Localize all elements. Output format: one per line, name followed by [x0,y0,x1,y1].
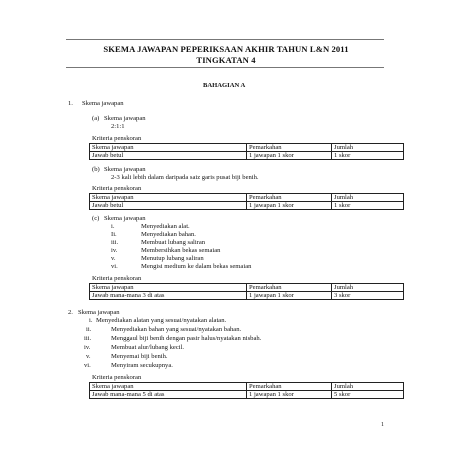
q1b-table-caption: Kriteria penskoran [92,185,142,192]
table-header-cell: Pemarkahan [247,194,332,202]
table-header-cell: Jumlah [332,144,404,152]
table-row [90,292,404,300]
q2-item-num: iii. [84,335,92,342]
table-header-cell: Pemarkahan [247,383,332,391]
table-row [90,391,404,399]
section-label: BAHAGIAN A [203,82,246,89]
q1c-item-text: Menyediakan bahan. [141,231,196,238]
table-cell: 3 skor [332,292,404,300]
q2-number: 2. [68,309,73,316]
q1a-table-caption: Kriteria penskoran [92,135,142,142]
header-rule-top [66,39,384,40]
q2-item-text: Menyemai biji benih. [111,353,168,360]
q1c-heading: Skema jawapan [104,215,146,222]
q1a-label: (a) [92,115,100,122]
q1b-label: (b) [92,166,100,173]
q2-item-num: iv. [84,344,91,351]
q1c-item-text: Menutup lubang saliran [141,255,204,262]
q1b-answer: 2-3 kali lebih dalam daripada saiz garis pusat biji benih. [111,174,259,181]
q1c-label: (c) [92,215,100,222]
table-header-row [90,194,404,202]
table-cell: 1 jawapan 1 skor [247,202,332,210]
table-cell: 1 skor [332,152,404,160]
q1c-item-num: i. [111,223,115,230]
q1c-item-text: Mengisi medium ke dalam bekas semaian [141,263,252,270]
q1a-answer: 2:1:1 [111,123,125,130]
q1c-item-text: Membersihkan bekas semaian [141,247,221,254]
q1a-heading: Skema jawapan [104,115,146,122]
q1c-item-num: v. [111,255,116,262]
table-cell: Jawab mana-mana 3 di atas [90,292,247,300]
q1-number: 1. [68,100,73,107]
q1c-table-caption: Kriteria penskoran [92,275,142,282]
header-rule-bottom [66,67,384,68]
table-header-cell: Jumlah [332,194,404,202]
q1c-item-num: iii. [111,239,119,246]
table-cell: Jawab betul [90,152,247,160]
q2-item-text: Menyediakan alatan yang sesuai/nyatakan alatan. [96,317,227,324]
table-cell: 1 skor [332,202,404,210]
q2-scoring-table [89,382,404,399]
table-row [90,152,404,160]
q2-item-text: Membuat alur/lubang kecil. [111,344,185,351]
q1-heading: Skema jawapan [82,100,124,107]
document-subtitle: TINGKATAN 4 [196,55,256,65]
q2-item-text: Menyediakan bahan yang sesuai/nyatakan bahan. [111,326,242,333]
table-header-cell: Skema jawapan [90,383,247,391]
q1c-scoring-table [89,283,404,300]
document-title: SKEMA JAWAPAN PEPERIKSAAN AKHIR TAHUN L&N 2011 [103,44,349,54]
q2-item-num: v. [86,353,91,360]
q1c-item-num: vi. [111,263,118,270]
q1c-item-text: Membuat lubang saliran [141,239,206,246]
q2-table-caption: Kriteria penskoran [92,374,142,381]
q1c-item-num: Ii. [111,231,117,238]
table-cell: 1 jawapan 1 skor [247,152,332,160]
page-number: 1 [381,422,384,428]
q2-heading: Skema jawapan [78,309,120,316]
table-header-cell: Skema jawapan [90,194,247,202]
q2-item-num: vi. [84,362,91,369]
q1c-item-text: Menyediakan alat. [141,223,190,230]
q1b-heading: Skema jawapan [104,166,146,173]
q1b-scoring-table [89,193,404,210]
table-cell: 1 jawapan 1 skor [247,292,332,300]
table-header-cell: Pemarkahan [247,144,332,152]
table-header-row [90,284,404,292]
q1a-scoring-table [89,143,404,160]
table-header-cell: Skema jawapan [90,144,247,152]
q2-item-num: i. [89,317,93,324]
q2-item-text: Menyiram secukupnya. [111,362,173,369]
table-cell: Jawab betul [90,202,247,210]
table-cell: 5 skor [332,391,404,399]
table-cell: 1 jawapan 1 skor [247,391,332,399]
table-header-cell: Jumlah [332,383,404,391]
table-header-cell: Jumlah [332,284,404,292]
table-row [90,202,404,210]
table-header-row [90,144,404,152]
table-header-cell: Skema jawapan [90,284,247,292]
table-header-row [90,383,404,391]
q1c-item-num: iv. [111,247,118,254]
table-header-cell: Pemarkahan [247,284,332,292]
q2-item-num: ii. [86,326,92,333]
table-cell: Jawab mana-mana 5 di atas [90,391,247,399]
q2-item-text: Menggaul biji benih dengan pasir halus/nyatakan nisbah. [111,335,262,342]
